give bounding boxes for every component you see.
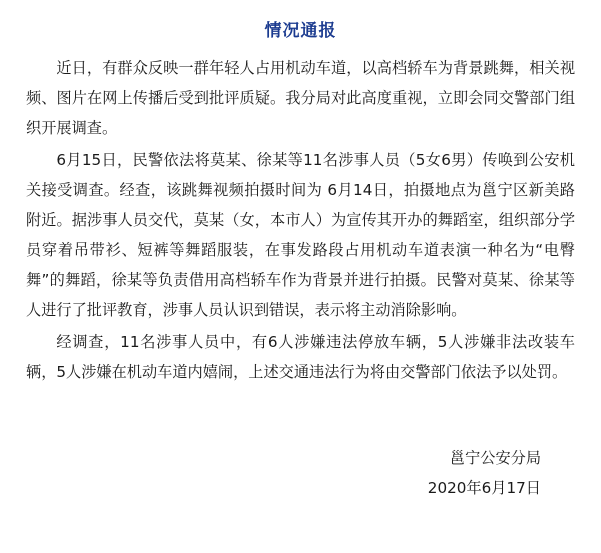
paragraph-2: 6月15日，民警依法将莫某、徐某等11名涉事人员（5女6男）传唤到公安机关接受调查。经查，该跳舞视频拍摄时间为 6月14日，拍摄地点为邕宁区新美路附近。据涉事人员交代，莫某（女，本市人）为宣传其开办的舞蹈室，组织部分学员穿着吊带衫、短裤等舞蹈服装，在事发路段占用机动车道表演一种名为“电臀舞”的舞蹈，徐某等负责借用高档轿车作为背景并进行拍摄。民警对莫某、徐某等人进行了批评教育，涉事人员认识到错误，表示将主动消除影响。	[26, 151, 575, 319]
signature-block	[26, 443, 575, 503]
paragraph-3: 经调查，11名涉事人员中，有6人涉嫌违法停放车辆，5人涉嫌非法改装车辆，5人涉嫌在机动车道内嬉闹，上述交通违法行为将由交警部门依法予以处罚。	[26, 333, 575, 381]
signature-date: 2020年6月17日	[427, 479, 541, 497]
document-body	[26, 53, 575, 387]
paragraph-1: 近日，有群众反映一群年轻人占用机动车道，以高档轿车为背景跳舞，相关视频、图片在网上传播后受到批评质疑。我分局对此高度重视，立即会同交警部门组织开展调查。	[26, 59, 575, 137]
signature-issuer: 邕宁公安分局	[449, 449, 541, 467]
page-title: 情况通报	[264, 21, 337, 41]
